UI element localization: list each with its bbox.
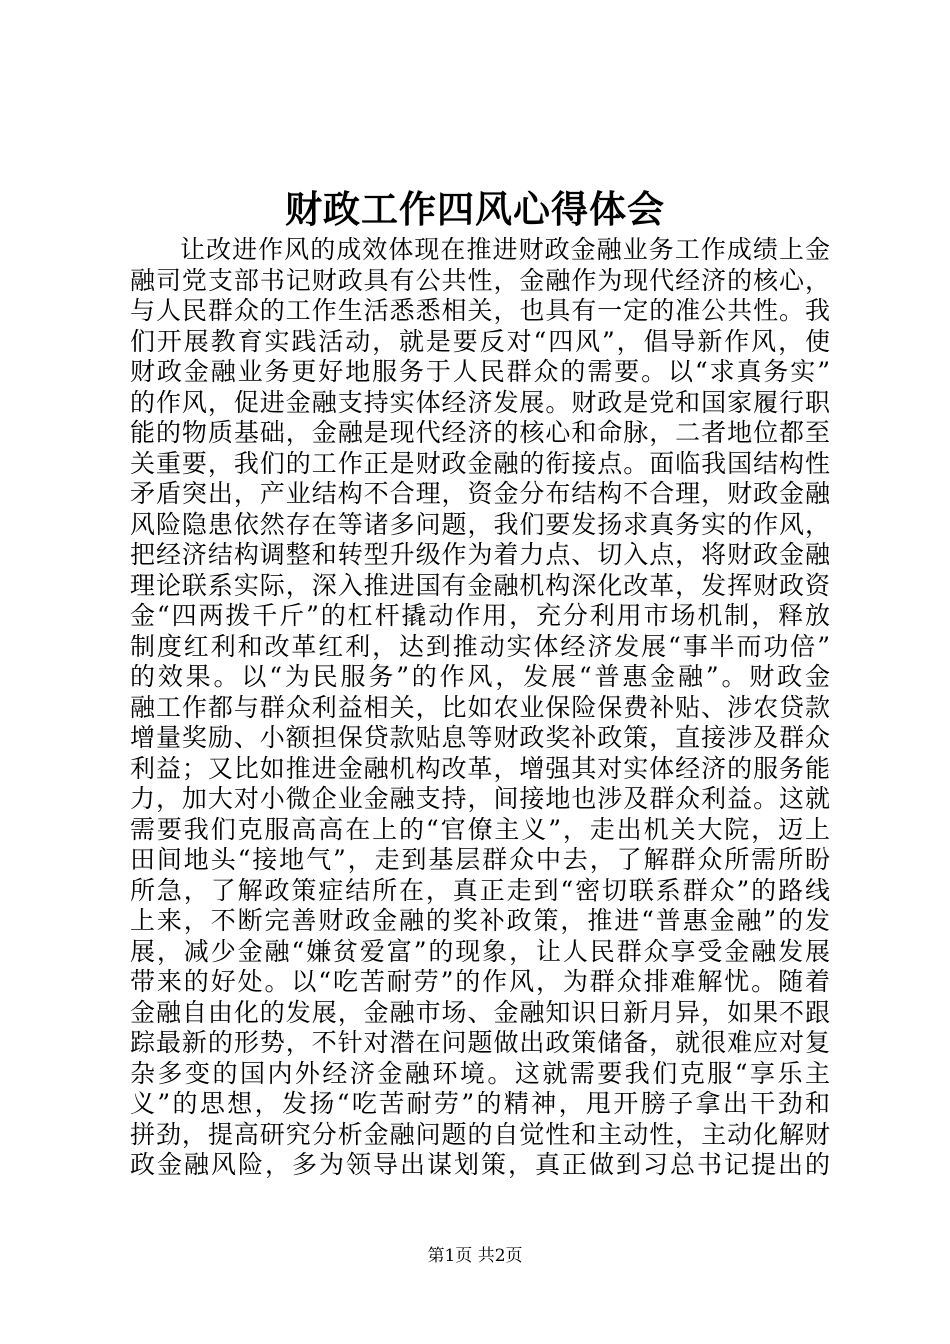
paragraph-line: 带来的好处。以“吃苦耐劳”的作风，为群众排难解忧。随着 (130, 967, 830, 996)
paragraph-line: 踪最新的形势，不针对潜在问题做出政策储备，就很难应对复 (130, 1028, 830, 1057)
paragraph-line: 田间地头“接地气”，走到基层群众中去，了解群众所需所盼 (130, 845, 830, 874)
paragraph-line: 增量奖励、小额担保贷款贴息等财政奖补政策，直接涉及群众 (130, 723, 830, 752)
paragraph-line: 与人民群众的工作生活悉悉相关，也具有一定的准公共性。我 (130, 296, 830, 325)
paragraph-line: 上来，不断完善财政金融的奖补政策，推进“普惠金融”的发 (130, 906, 830, 935)
paragraph-line: 能的物质基础，金融是现代经济的核心和命脉，二者地位都至 (130, 418, 830, 447)
paragraph-line: 关重要，我们的工作正是财政金融的衔接点。面临我国结构性 (130, 448, 830, 478)
page-footer: 第1页 共2页 (427, 1246, 523, 1266)
paragraph-line: 所急，了解政策症结所在，真正走到“密切联系群众”的路线 (130, 875, 830, 905)
paragraph-line: 风险隐患依然存在等诸多问题，我们要发扬求真务实的作风， (130, 509, 830, 539)
paragraph-line: 展，减少金融“嫌贫爱富”的现象，让人民群众享受金融发展 (130, 936, 830, 966)
paragraph-line: 义”的思想，发扬“吃苦耐劳”的精神，甩开膀子拿出干劲和 (130, 1089, 830, 1118)
paragraph-line: 融司党支部书记财政具有公共性，金融作为现代经济的核心， (130, 265, 830, 295)
paragraph-line: 金“四两拨千斤”的杠杆撬动作用，充分利用市场机制，释放 (130, 601, 830, 630)
paragraph-line: 拼劲，提高研究分析金融问题的自觉性和主动性，主动化解财 (130, 1119, 830, 1149)
paragraph-line: 财政金融业务更好地服务于人民群众的需要。以“求真务实” (130, 357, 830, 386)
paragraph-line: 金融自由化的发展，金融市场、金融知识日新月异，如果不跟 (130, 997, 830, 1027)
document-title: 财政工作四风心得体会 (285, 187, 665, 231)
paragraph-line: 把经济结构调整和转型升级作为着力点、切入点，将财政金融 (130, 540, 830, 569)
paragraph-line: 让改进作风的成效体现在推进财政金融业务工作成绩上金 (180, 235, 830, 264)
paragraph-line: 制度红利和改革红利，达到推动实体经济发展“事半而功倍” (130, 631, 830, 661)
document-body (130, 235, 830, 1181)
paragraph-line: 杂多变的国内外经济金融环境。这就需要我们克服“享乐主 (130, 1058, 830, 1088)
paragraph-line: 矛盾突出，产业结构不合理，资金分布结构不合理，财政金融 (130, 479, 830, 508)
paragraph-line: 力，加大对小微企业金融支持，间接地也涉及群众利益。这就 (130, 784, 830, 813)
paragraph-line: 们开展教育实践活动，就是要反对“四风”，倡导新作风，使 (130, 326, 830, 356)
paragraph-line: 融工作都与群众利益相关，比如农业保险保费补贴、涉农贷款 (130, 692, 830, 722)
paragraph-line: 的效果。以“为民服务”的作风，发展“普惠金融”。财政金 (130, 662, 830, 691)
paragraph-line: 利益；又比如推进金融机构改革，增强其对实体经济的服务能 (130, 753, 830, 783)
paragraph-line: 理论联系实际，深入推进国有金融机构深化改革，发挥财政资 (130, 570, 830, 600)
paragraph-line: 政金融风险，多为领导出谋划策，真正做到习总书记提出的 (130, 1150, 830, 1179)
paragraph-line: 的作风，促进金融支持实体经济发展。财政是党和国家履行职 (130, 387, 830, 417)
paragraph-line: 需要我们克服高高在上的“官僚主义”，走出机关大院，迈上 (130, 814, 830, 844)
